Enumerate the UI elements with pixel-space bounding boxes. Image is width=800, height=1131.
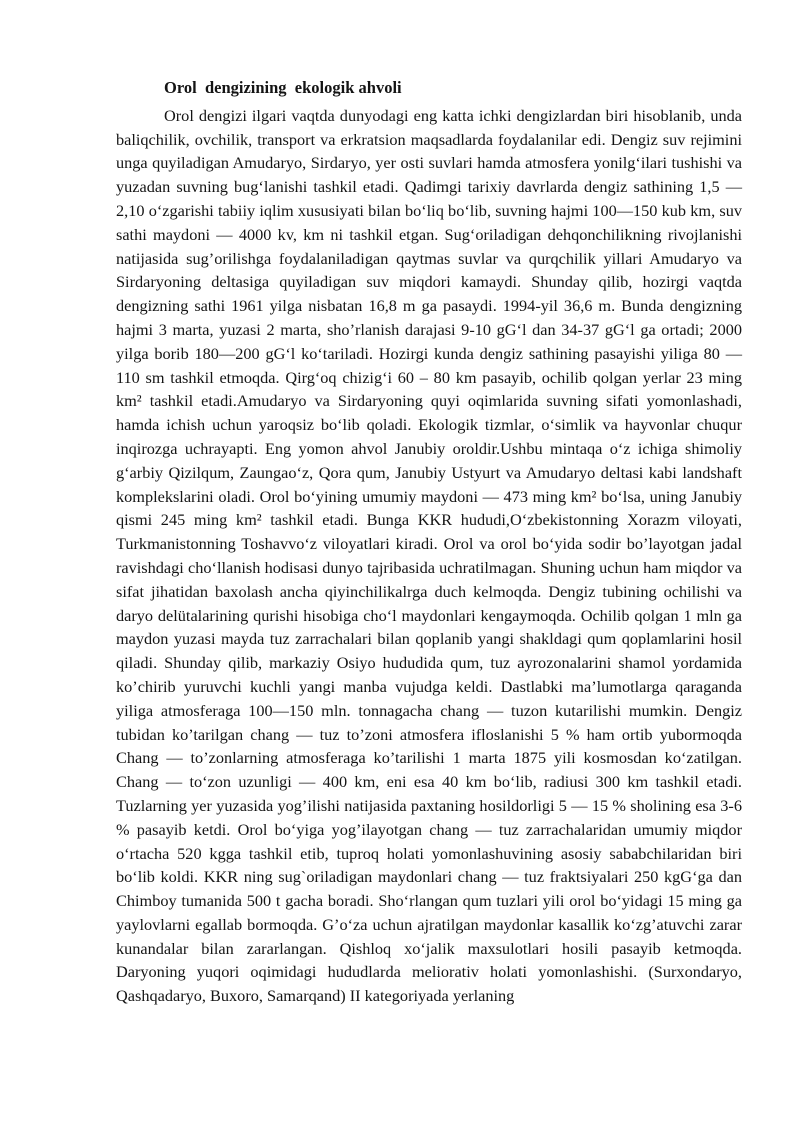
- body-paragraph: Orol dengizi ilgari vaqtda dunyodagi eng katta ichki dengizlardan biri hisoblanib, unda baliqchilik, ovchilik, transport va erkratsion maqsadlarda foydalanilar edi. Dengiz suv rejimini unga quyiladigan Amudaryo, Sirdaryo, yer osti suvlari hamda atmosfera yonilg‘ilari tushishi va yuzadan suvning bug‘lanishi tashkil etadi. Qadimgi tarixiy davrlarda dengiz sathining 1,5 — 2,10 o‘zgarishi tabiiy iqlim xususiyati bilan bo‘liq bo‘lib, suvning hajmi 100—150 kub km, suv sathi maydoni — 4000 kv, km ni tashkil etgan. Sug‘oriladigan dehqonchilikning rivojlanishi natijasida sug’orilishga foydalaniladigan qaytmas suvlar va qurqchilik yillari Amudaryo va Sirdaryoning deltasiga quyiladigan suv miqdori kamaydi. Shunday qilib, hozirgi vaqtda dengizning sathi 1961 yilga nisbatan 16,8 m ga pasaydi. 1994-yil 36,6 m. Bunda dengizning hajmi 3 marta, yuzasi 2 marta, sho’rlanish darajasi 9-10 gG‘l dan 34-37 gG‘l ga ortadi; 2000 yilga borib 180—200 gG‘l ko‘tariladi. Hozirgi kunda dengiz sathining pasayishi yiliga 80 — 110 sm tashkil etmoqda. Qirg‘oq chizig‘i 60 – 80 km pasayib, ochilib qolgan yerlar 23 ming km² tashkil etadi.Amudaryo va Sirdaryoning quyi oqimlarida suvning sifati yomonlashadi, hamda ichish uchun yaroqsiz bo‘lib qoladi. Ekologik tizmlar, o‘simlik va hayvonlar chuqur inqirozga uchrayapti. Eng yomon ahvol Janubiy oroldir.Ushbu mintaqa o‘z ichiga shimoliy g‘arbiy Qizilqum, Zaungao‘z, Qora qum, Janubiy Ustyurt va Amudaryo deltasi kabi landshaft komplekslarini oladi. Orol bo‘yining umumiy maydoni — 473 ming km² bo‘lsa, uning Janubiy qismi 245 ming km² tashkil etadi. Bunga KKR hududi,O‘zbekistonning Xorazm viloyati, Turkmanistonning Toshavvo‘z viloyatlari kiradi. Orol va orol bo‘yida sodir bo’layotgan jadal ravishdagi cho‘llanish hodisasi dunyo tajribasida uchratilmagan. Shuning uchun ham miqdor va sifat jihatidan baxolash ancha qiyinchilikalrga duch kelmoqda. Dengiz tubining ochilishi va daryo delütalarining qurishi hisobiga cho‘l maydonlari kengaymoqda. Ochilib qolgan 1 mln ga maydon yuzasi mayda tuz zarrachalari bilan qoplanib yangi shakldagi qum qoplamlarini hosil qiladi. Shunday qilib, markaziy Osiyo hududida qum, tuz ayrozonalarini shamol yordamida ko’chirib yuruvchi kuchli yangi manba vujudga keldi. Dastlabki ma’lumotlarga qaraganda yiliga atmosferaga 100—150 mln. tonnagacha chang — tuzon kutarilishi mumkin. Dengiz tubidan ko’tarilgan chang — tuz to’zoni atmosfera ifloslanishi 5 % ham ortib yubormoqda Chang — to’zonlarning atmosferaga ko’tarilishi 1 marta 1875 yili kosmosdan ko‘zatilgan. Chang — to‘zon uzunligi — 400 km, eni esa 40 km bo‘lib, radiusi 300 km tashkil etadi. Tuzlarning yer yuzasida yog’ilishi natijasida paxtaning hosildorligi 5 — 15 % sholining esa 3-6 % pasayib ketdi. Orol bo‘yiga yog’ilayotgan chang — tuz zarrachalaridan umumiy miqdor o‘rtacha 520 kgga tashkil etib, tuproq holati yomonlashuvining asosiy sababchilaridan biri bo‘lib koldi. KKR ning sug`oriladigan maydonlari chang — tuz fraktsiyalari 250 kgG‘ga dan Chimboy tumanida 500 t gacha boradi. Sho‘rlangan qum tuzlari yili orol bo‘yidagi 15 ming ga yaylovlarni egallab bormoqda. G’o‘za uchun ajratilgan maydonlar kasallik ko‘zg’atuvchi zarar kunandalar bilan zararlangan. Qishloq xo‘jalik maxsulotlari hosili pasayib ketmoqda. Daryoning yuqori oqimidagi hududlarda meliorativ holati yomonlashishi. (Surxondaryo, Qashqadaryo, Buxoro, Samarqand) II kategoriyada yerlaning: [116, 105, 742, 1006]
- document-title: Orol dengizining ekologik ahvoli: [164, 78, 402, 97]
